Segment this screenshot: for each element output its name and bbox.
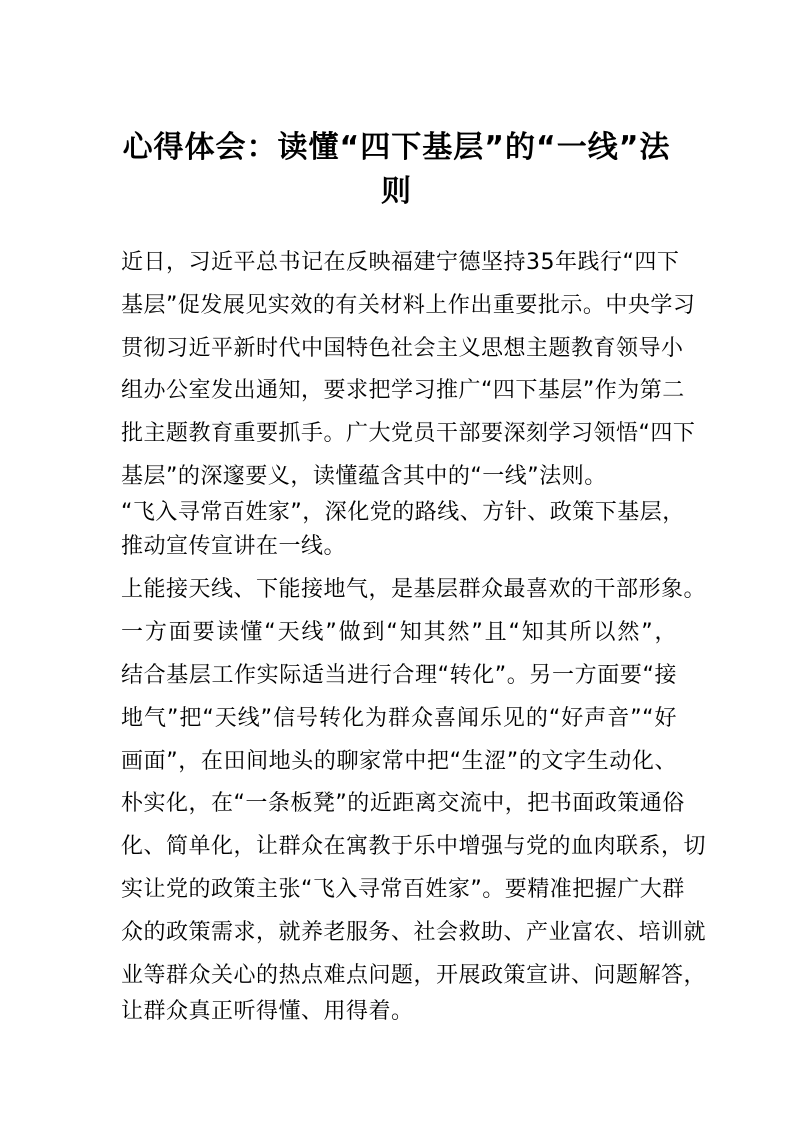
text-line: 让群众真正听得懂、用得着。 xyxy=(121,999,414,1024)
text-line: 推动宣传宣讲在一线。 xyxy=(121,534,347,559)
text-line: 组办公室发出通知，要求把学习推广“四下基层”作为第二 xyxy=(121,378,685,403)
text-line: 上能接天线、下能接地气，是基层群众最喜欢的干部形象。 xyxy=(121,577,707,602)
title-line-1: 心得体会：读懂“四下基层”的“一线”法 xyxy=(122,130,671,165)
text-line: “飞入寻常百姓家”，深化党的路线、方针、政策下基层， xyxy=(121,500,685,525)
text-line: 贯彻习近平新时代中国特色社会主义思想主题教育领导小 xyxy=(121,336,684,361)
text-line: 实让党的政策主张“飞入寻常百姓家”。要精准把握广大群 xyxy=(121,877,685,902)
title-line-2: 则 xyxy=(381,174,412,209)
text-line: 近日，习近平总书记在反映福建宁德坚持35年践行“四下 xyxy=(121,250,680,275)
text-line: 业等群众关心的热点难点问题，开展政策宣讲、问题解答， xyxy=(121,963,707,988)
text-line: 朴实化，在“一条板凳”的近距离交流中，把书面政策通俗 xyxy=(121,791,685,816)
text-line: 化、简单化，让群众在寓教于乐中增强与党的血肉联系，切 xyxy=(121,834,707,859)
text-line: 地气”把“天线”信号转化为群众喜闻乐见的“好声音”“好 xyxy=(121,706,677,731)
text-line: 批主题教育重要抓手。广大党员干部要深刻学习领悟“四下 xyxy=(121,421,696,446)
text-line: 众的政策需求，就养老服务、社会救助、产业富农、培训就 xyxy=(121,920,707,945)
text-line: 基层”促发展见实效的有关材料上作出重要批示。中央学习 xyxy=(121,293,696,318)
text-line: 基层”的深邃要义，读懂蕴含其中的“一线”法则。 xyxy=(121,464,607,489)
text-line: 结合基层工作实际适当进行合理“转化”。另一方面要“接 xyxy=(121,663,677,688)
text-line: 一方面要读懂“天线”做到“知其然”且“知其所以然”， xyxy=(121,620,677,645)
text-line: 画面”，在田间地头的聊家常中把“生涩”的文字生动化、 xyxy=(121,749,677,774)
